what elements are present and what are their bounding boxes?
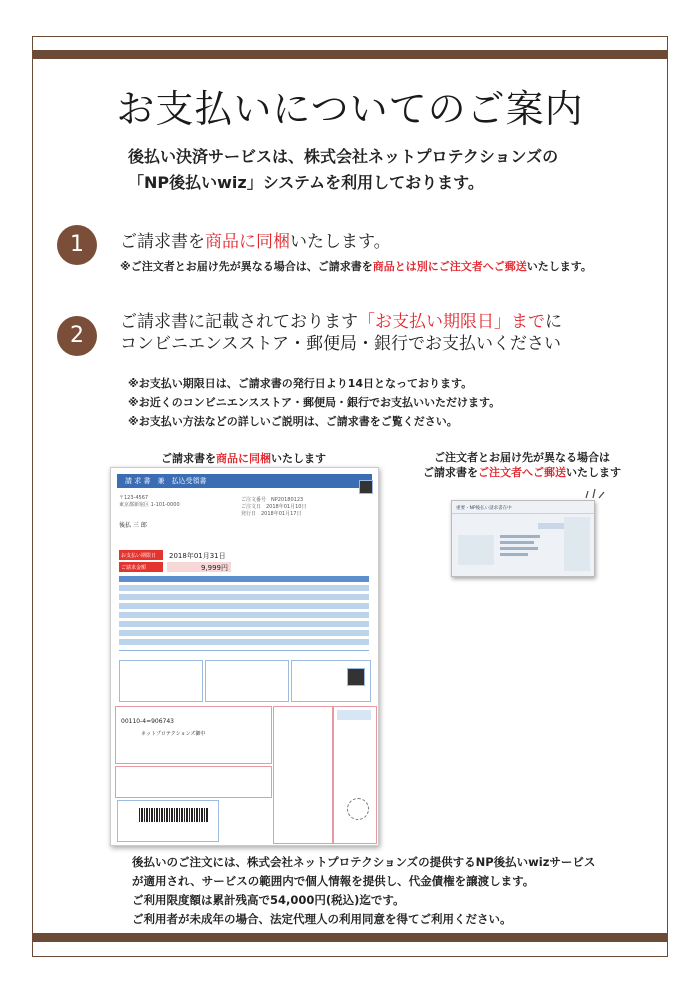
step-2-heading-highlight: 「お支払い期限日」まで	[358, 312, 545, 332]
step-1-note-pre: ※ご注文者とお届け先が異なる場合は、ご請求書を	[120, 260, 373, 273]
step-2-badge: 2	[57, 316, 97, 356]
invoice-header: 請 求 書 兼 払込受領書	[117, 474, 372, 488]
payment-slip-middle	[273, 706, 333, 844]
intro-line-1: 後払い決済サービスは、株式会社ネットプロテクションズの	[128, 147, 559, 166]
step-2-note-1: ※お支払い期限日は、ご請求書の発行日より14日となっております。	[128, 377, 473, 390]
invoice-info-box-1	[119, 660, 203, 702]
invoice-company: ネットプロテクションズ御中	[141, 731, 206, 737]
step-1-heading-post: いたします。	[290, 232, 391, 252]
invoice-image: 請 求 書 兼 払込受領書 〒123-4567 東京都新宿区 1-101-0000 後払 三 郎 ご注文番号 NP20180123 ご注文日 2018年01月10日 発行日 2018年01月17日 お支払い期限日 2018年01月31日 ご請求金額 9,999円 00110-4=906743 ネットプロテクションズ御中	[110, 467, 379, 846]
step-1-heading-pre: ご請求書を	[120, 232, 205, 252]
right-caption	[402, 450, 642, 480]
step-2-notes	[128, 374, 500, 431]
payment-slip-bottom	[115, 766, 272, 798]
left-caption-highlight: 商品に同梱	[216, 452, 271, 465]
envelope-label: 重要・NP後払い請求書在中	[456, 506, 512, 511]
stamp-icon	[347, 798, 369, 820]
invoice-due-label: お支払い期限日	[119, 550, 163, 560]
intro-line-2: 「NP後払いwiz」システムを利用しております。	[128, 173, 484, 192]
step-2-heading	[120, 311, 562, 355]
footer-line-3: ご利用限度額は累計残高で54,000円(税込)迄です。	[132, 893, 405, 907]
envelope-image	[451, 500, 595, 577]
intro-text	[128, 144, 558, 196]
top-band	[33, 50, 667, 59]
left-caption-pre: ご請求書を	[161, 452, 216, 465]
step-1-heading	[120, 227, 391, 252]
right-caption-post: いたします	[566, 466, 621, 479]
right-caption-pre: ご請求書を	[423, 466, 478, 479]
step-1-note-post: いたします。	[526, 260, 592, 273]
step-2-note-3: ※お支払い方法などの詳しいご説明は、ご請求書をご覧ください。	[128, 415, 458, 428]
invoice-customer: 後払 三 郎	[119, 522, 147, 529]
page-title: お支払いについてのご案内	[116, 87, 584, 131]
step-2-heading-post: に	[545, 312, 562, 332]
step-2-heading-line-2: コンビニエンスストア・郵便局・銀行でお支払いください	[120, 334, 561, 354]
right-caption-highlight: ご注文者へご郵送	[478, 466, 566, 479]
footer-line-4: ご利用者が未成年の場合、法定代理人の利用同意を得てご利用ください。	[132, 912, 512, 926]
step-1-badge: 1	[57, 225, 97, 265]
invoice-table-header	[119, 576, 369, 582]
left-caption	[110, 451, 377, 466]
step-1-heading-highlight: 商品に同梱	[205, 232, 290, 252]
left-caption-post: いたします	[271, 452, 326, 465]
invoice-amount-label: ご請求金額	[119, 562, 163, 572]
right-caption-line-2	[402, 465, 642, 480]
step-2-heading-line-1	[120, 311, 562, 333]
right-caption-line-1: ご注文者とお届け先が異なる場合は	[434, 451, 610, 464]
step-1-note-highlight: 商品とは別にご注文者へご郵送	[372, 260, 527, 273]
payment-slip-right	[333, 706, 377, 844]
invoice-due-date: 2018年01月31日	[169, 552, 226, 560]
barcode-icon	[139, 808, 209, 822]
invoice-account-number: 00110-4=906743	[121, 718, 175, 725]
qr-code-icon	[359, 480, 373, 494]
invoice-info-box-2	[205, 660, 289, 702]
step-2-note-2: ※お近くのコンビニエンスストア・郵便局・銀行でお支払いいただけます。	[128, 396, 501, 409]
invoice-amount-box: 9,999円	[167, 562, 231, 572]
footer-notice	[132, 853, 595, 929]
footer-line-2: が適用され、サービスの範囲内で個人情報を提供し、代金債権を譲渡します。	[132, 874, 535, 888]
sparkle-icon	[584, 486, 606, 500]
step-2-heading-pre: ご請求書に記載されております	[120, 312, 358, 332]
step-1-note	[120, 258, 592, 274]
footer-line-1: 後払いのご注文には、株式会社ネットプロテクションズの提供するNP後払いwizサービス	[132, 855, 596, 869]
bottom-band	[33, 933, 667, 942]
qr-code-icon	[347, 668, 365, 686]
